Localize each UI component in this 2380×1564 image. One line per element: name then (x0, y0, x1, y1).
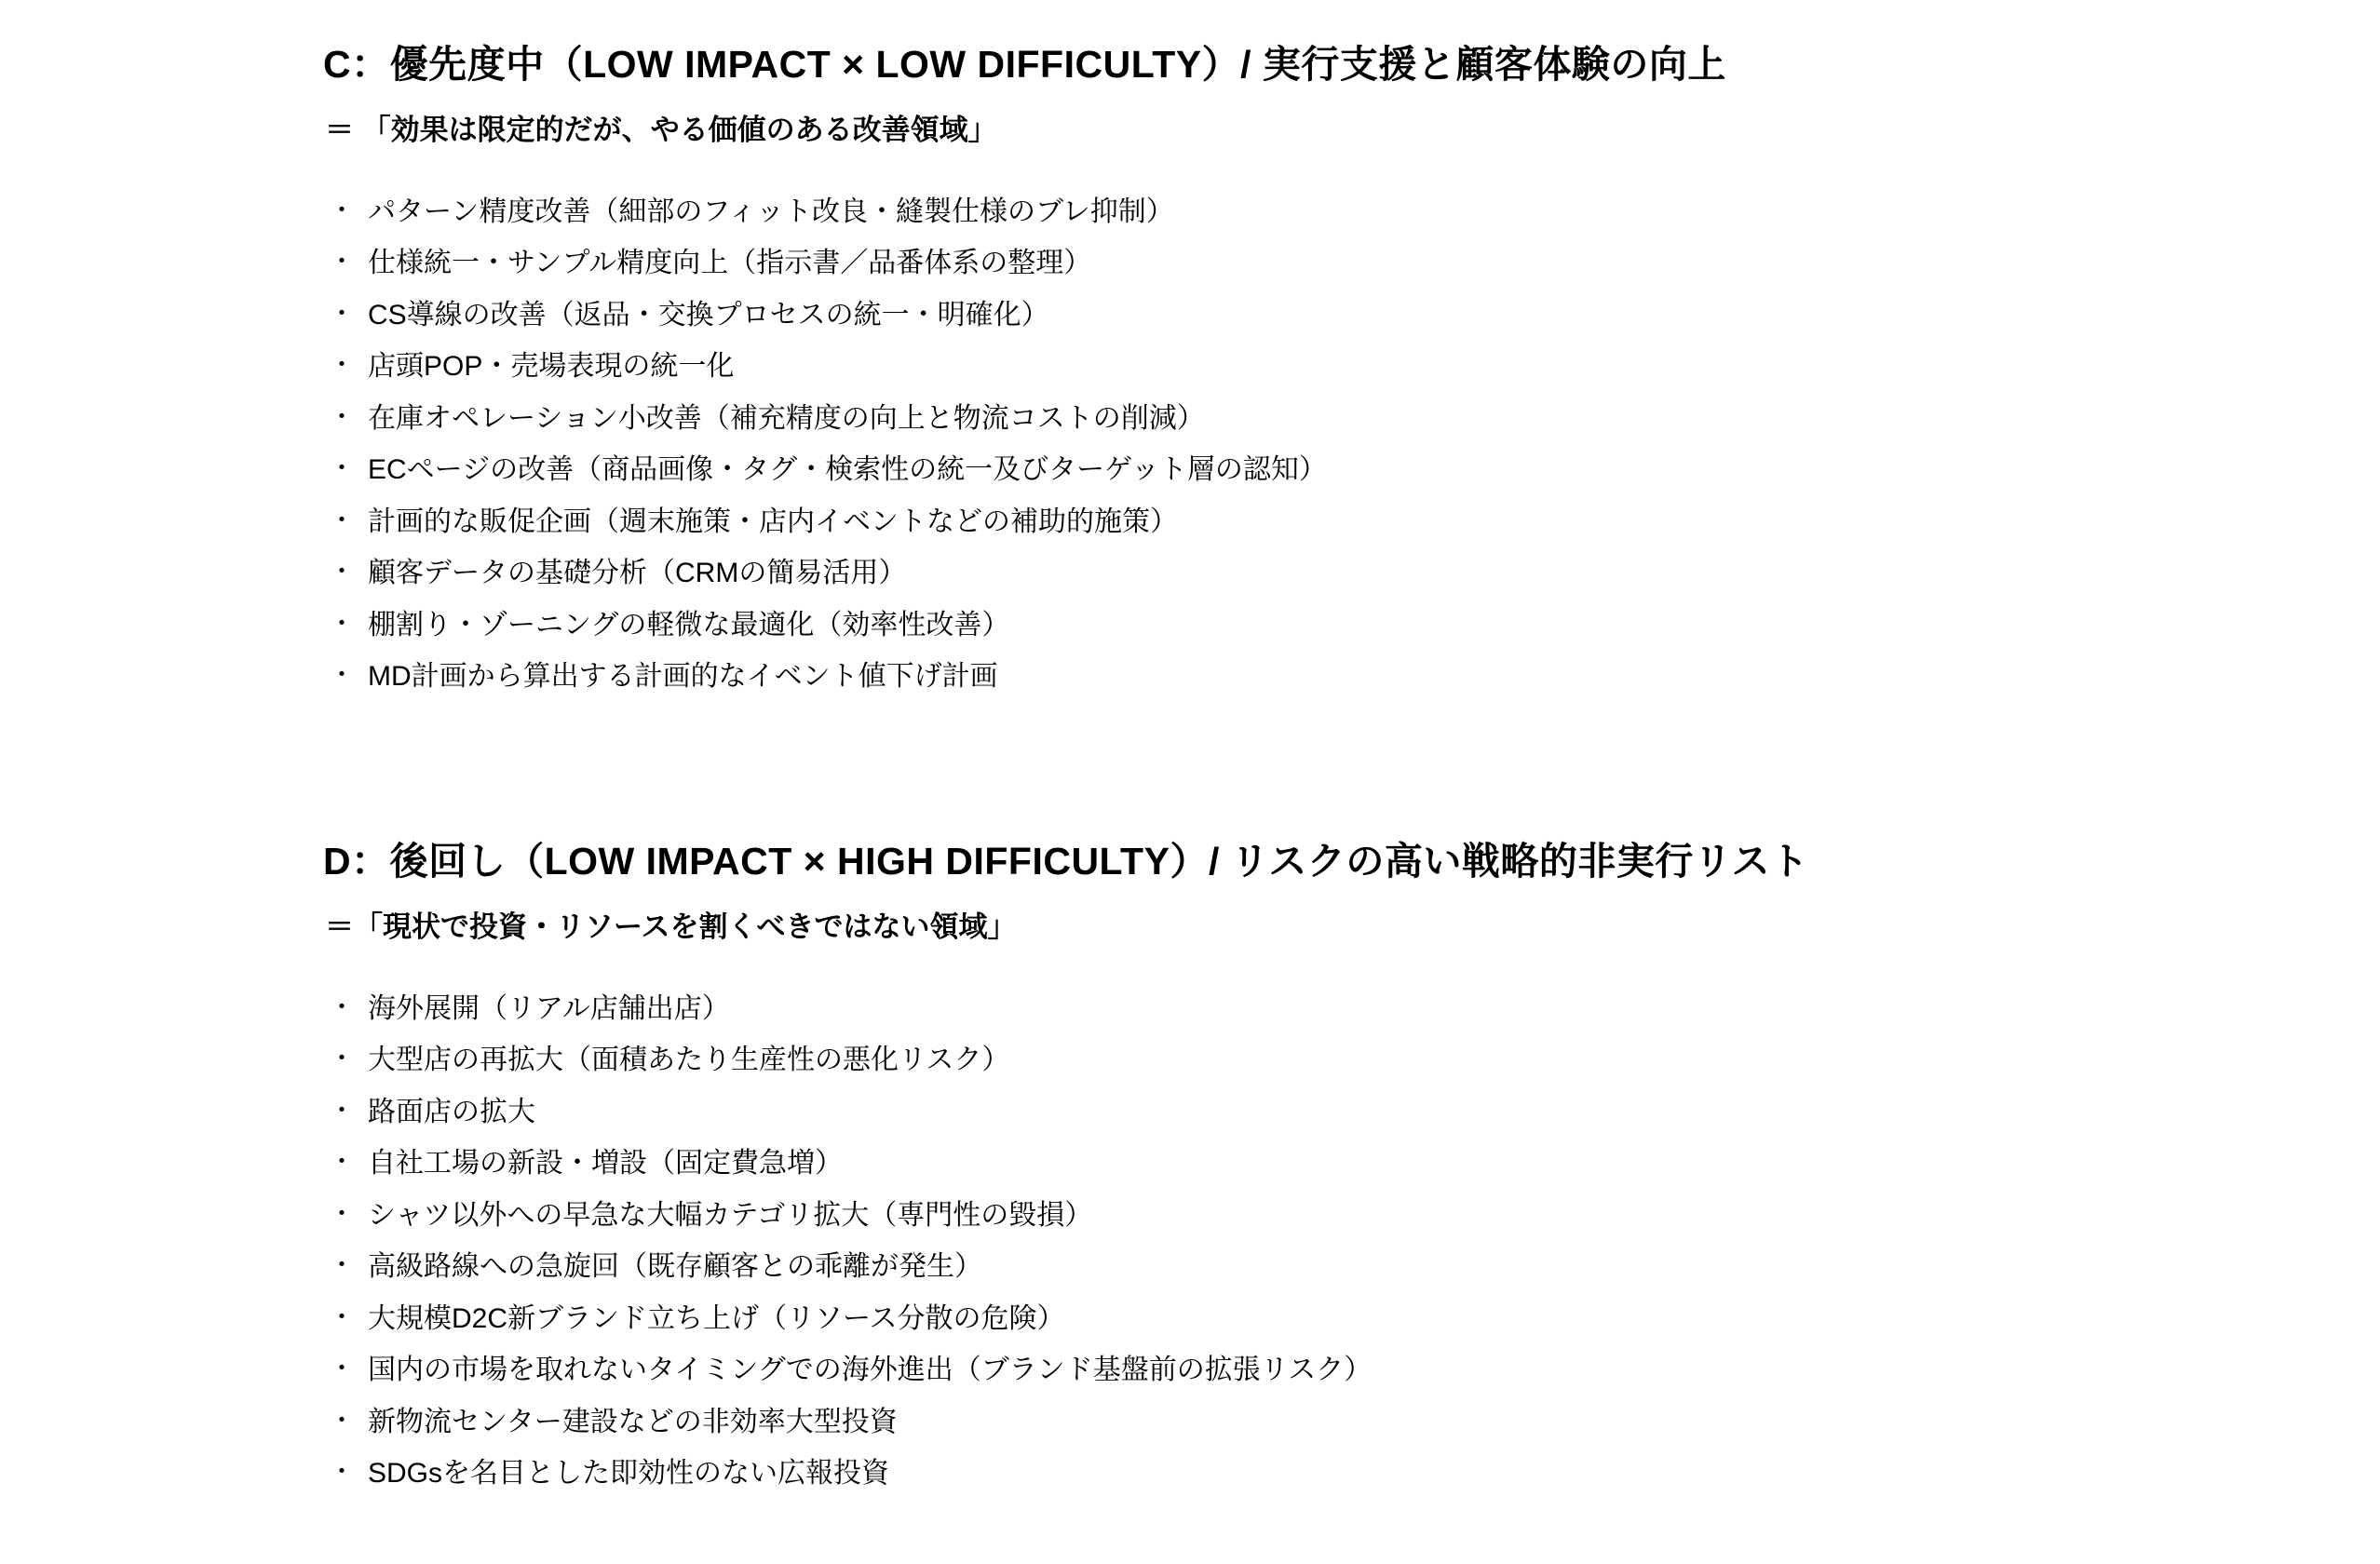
section-c (323, 41, 1726, 699)
list-item-text: シャツ以外への早急な大幅カテゴリ拡大（専門性の毀損） (368, 1199, 1093, 1231)
list-item (323, 1083, 1809, 1135)
list-item-text: 棚割り・ゾーニングの軽微な最適化（効率性改善） (368, 609, 1010, 640)
list-item-text: 大規模D2C新ブランド立ち上げ（リソース分散の危険） (368, 1302, 1065, 1334)
bullet-icon: ・ (329, 1095, 356, 1125)
bullet-icon: ・ (329, 1354, 356, 1383)
section-d (323, 838, 1809, 1496)
list-item-text: 顧客データの基礎分析（CRMの簡易活用） (368, 558, 907, 589)
bullet-icon: ・ (329, 1457, 356, 1487)
bullet-icon: ・ (329, 195, 356, 224)
list-item-text: SDGsを名目とした即効性のない広報投資 (368, 1458, 890, 1490)
list-item (323, 596, 1726, 648)
list-item (323, 1031, 1809, 1084)
bullet-icon: ・ (329, 991, 356, 1021)
list-item (323, 338, 1726, 390)
bullet-icon: ・ (329, 1405, 356, 1435)
section-d-title: D：後回し（LOW IMPACT × HIGH DIFFICULTY）/ リスクの高い戦略的非実行リスト (323, 840, 1809, 883)
bullet-icon: ・ (329, 660, 356, 690)
list-item-text: 仕様統一・サンプル精度向上（指示書／品番体系の整理） (368, 248, 1092, 279)
list-item (323, 235, 1726, 287)
bullet-icon: ・ (329, 453, 356, 483)
list-item-text: 国内の市場を取れないタイミングでの海外進出（ブランド基盤前の拡張リスク） (368, 1355, 1373, 1386)
bullet-icon: ・ (329, 1250, 356, 1280)
list-item (323, 1238, 1809, 1290)
list-item-text: 大型店の再拡大（面積あたり生産性の悪化リスク） (368, 1045, 1010, 1076)
list-item-text: パターン精度改善（細部のフィット改良・縫製仕様のブレ抑制） (368, 196, 1174, 227)
list-item-text: 在庫オペレーション小改善（補充精度の向上と物流コストの削減） (368, 402, 1205, 434)
list-item-text: CS導線の改善（返品・交換プロセスの統一・明確化） (368, 299, 1049, 330)
bullet-icon: ・ (329, 1198, 356, 1228)
bullet-icon: ・ (329, 247, 356, 276)
bullet-icon: ・ (329, 298, 356, 328)
list-item-text: MD計画から算出する計画的なイベント値下げ計画 (368, 661, 998, 693)
bullet-icon: ・ (329, 1044, 356, 1073)
list-item (323, 545, 1726, 597)
bullet-icon: ・ (329, 608, 356, 638)
bullet-icon: ・ (329, 1301, 356, 1331)
section-d-bullet-list (323, 979, 1809, 1496)
bullet-icon: ・ (329, 557, 356, 586)
list-item (323, 441, 1726, 493)
list-item (323, 1289, 1809, 1342)
list-item (323, 1186, 1809, 1238)
list-item (323, 1393, 1809, 1445)
list-item (323, 182, 1726, 235)
list-item-text: 店頭POP・売場表現の統一化 (368, 351, 735, 383)
section-c-title: C：優先度中（LOW IMPACT × LOW DIFFICULTY）/ 実行支援と顧客体験の向上 (323, 43, 1726, 86)
bullet-icon: ・ (329, 1147, 356, 1177)
section-c-subtitle: ＝ 「効果は限定的だが、やる価値のある改善領域」 (325, 114, 997, 147)
section-d-subtitle: ＝「現状で投資・リソースを割くべきではない領域」 (325, 910, 1017, 944)
list-item (323, 1445, 1809, 1497)
list-item (323, 1135, 1809, 1187)
list-item-text: 高級路線への急旋回（既存顧客との乖離が発生） (368, 1251, 982, 1283)
list-item (323, 286, 1726, 338)
list-item-text: 計画的な販促企画（週末施策・店内イベントなどの補助的施策） (368, 506, 1178, 537)
list-item-text: 新物流センター建設などの非効率大型投資 (368, 1406, 898, 1437)
list-item-text: 路面店の拡大 (368, 1096, 535, 1127)
bullet-icon: ・ (329, 401, 356, 431)
section-c-bullet-list (323, 182, 1726, 699)
list-item (323, 492, 1726, 545)
list-item (323, 648, 1726, 700)
list-item (323, 1342, 1809, 1394)
list-item (323, 979, 1809, 1031)
bullet-icon: ・ (329, 350, 356, 380)
list-item (323, 389, 1726, 441)
list-item-text: 自社工場の新設・増設（固定費急増） (368, 1148, 843, 1180)
bullet-icon: ・ (329, 505, 356, 534)
list-item-text: 海外展開（リアル店舗出店） (368, 992, 730, 1024)
list-item-text: ECページの改善（商品画像・タグ・検索性の統一及びターゲット層の認知） (368, 454, 1327, 486)
